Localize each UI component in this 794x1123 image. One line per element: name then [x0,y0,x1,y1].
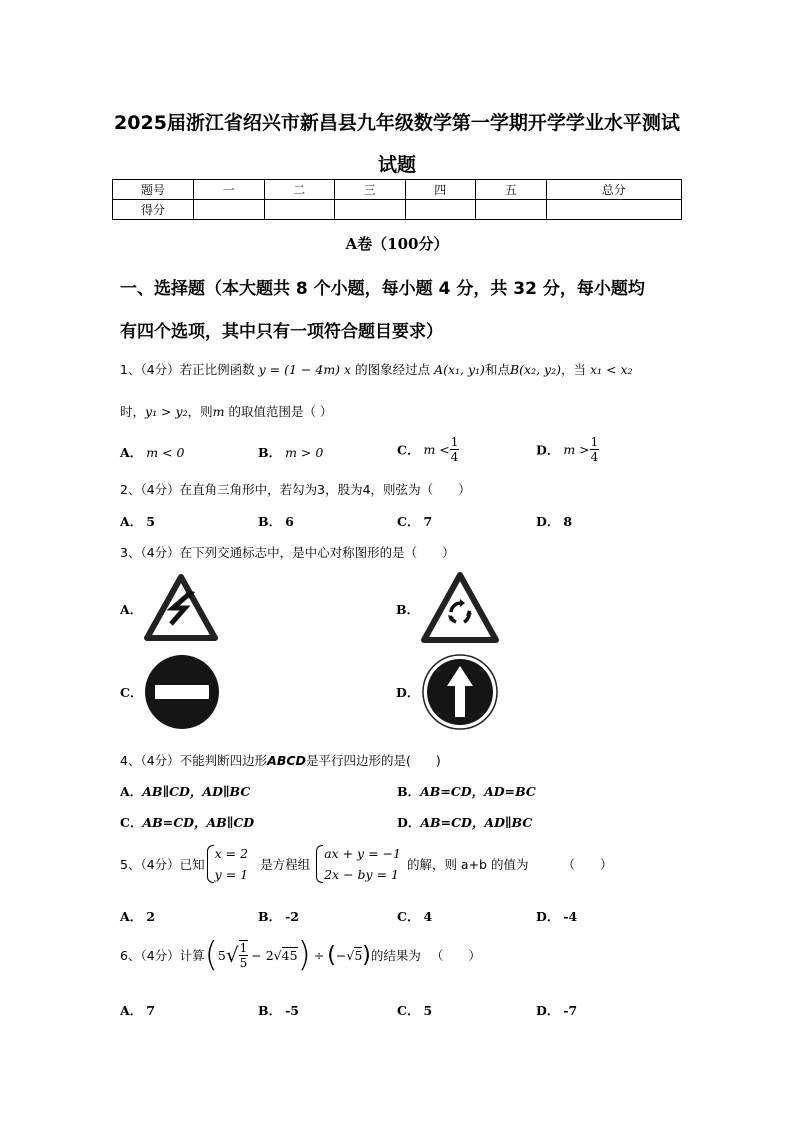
table-header-cell: 题号 [113,180,194,200]
option-label: C． [397,1003,420,1018]
q4-option-d[interactable] [397,813,532,831]
option-text: 6 [285,514,294,529]
table-row-label: 得分 [113,200,194,220]
q1-mid: 的图象经过点 [355,362,431,377]
q4-option-c[interactable] [120,813,254,831]
q1-stem-line1 [120,360,633,378]
q6-option-a[interactable] [120,1001,155,1019]
option-label: C． [120,815,143,830]
option-label: D． [536,514,560,529]
option-label: B． [258,909,282,924]
q1-option-c[interactable] [397,435,459,464]
table-header-cell: 五 [476,180,547,200]
q1-prefix: 1、（4分）若正比例函数 [120,362,255,377]
option-fraction: $\frac{1}{4}$ [450,435,459,464]
option-text: AB=CD，AB∥CD [142,815,255,830]
q5-option-b[interactable] [258,907,299,925]
score-table-header-row [113,180,682,200]
option-text: m < [423,442,450,457]
q1-line2-mid: ，则 [187,404,213,419]
q2-option-b[interactable] [258,512,294,530]
q5-equation-system: ax + y = −1 2x − by = 1 [314,843,401,885]
q6-option-c[interactable] [397,1001,432,1019]
q1-point-a: A(x₁, y₁) [434,362,485,377]
q4-option-a[interactable] [120,782,250,800]
document-title-line2: 试题 [377,154,416,176]
no-entry-sign-icon[interactable] [143,653,221,731]
option-text: m > [563,442,590,457]
double-bend-warning-sign-icon[interactable] [143,572,219,644]
q6-negative: − [335,947,347,963]
q2-option-c[interactable] [397,512,432,530]
q1-condition2: y₁ > y₂ [145,404,188,419]
q1-cond-prefix: ，当 [561,362,587,377]
option-text: 7 [146,1003,155,1018]
table-header-cell: 总分 [546,180,682,200]
q1-point-b: B(x₂, y₂) [509,362,561,377]
option-label: B． [258,1003,282,1018]
q5-option-a[interactable] [120,907,155,925]
q1-function: y = (1 − 4m) x [258,362,352,377]
score-cell[interactable] [546,200,682,220]
table-header-cell: 三 [335,180,406,200]
score-cell[interactable] [335,200,406,220]
q6-suffix: 的结果为 [370,948,421,963]
option-label: A． [120,514,143,529]
option-fraction: $\frac{1}{4}$ [590,435,599,464]
q1-option-a[interactable] [120,443,184,461]
q5-suffix: 的解，则 a+b 的值为 [406,857,529,872]
score-cell[interactable] [405,200,476,220]
option-text: 2 [146,909,155,924]
option-text: 5 [423,1003,433,1018]
q6-option-b[interactable] [258,1001,299,1019]
option-label: A． [120,1003,143,1018]
option-text: 7 [423,514,433,529]
option-text: 4 [423,909,433,924]
table-header-cell: 四 [405,180,476,200]
option-label: D． [536,909,560,924]
q4-option-b[interactable] [397,782,536,800]
q3-option-b-label[interactable]: B． [396,602,420,617]
option-text: -7 [563,1003,578,1018]
option-text: AB=CD，AD=BC [420,784,536,799]
q6-answer-paren[interactable]: （ ） [430,948,481,963]
q5-answer-paren[interactable]: （ ） [562,857,613,872]
q4-stem [120,751,441,769]
option-label: A． [120,909,143,924]
q5-mid: 是方程组 [260,857,311,872]
q4-suffix: 是平行四边形的是( ) [305,753,441,768]
option-label: D． [536,1003,560,1018]
score-table-score-row [113,200,682,220]
q6-sqrt-5: √5 [346,947,363,963]
q1-and: 和点 [484,362,510,377]
score-cell[interactable] [264,200,335,220]
option-text: 8 [563,514,573,529]
q6-option-d[interactable] [536,1001,577,1019]
q3-stem: 3、（4分）在下列交通标志中，是中心对称图形的是（ ） [120,545,455,560]
option-label: D． [397,815,421,830]
q2-option-d[interactable] [536,512,572,530]
table-header-cell: 一 [194,180,265,200]
option-text: AB∥CD，AD∥BC [142,784,251,799]
option-label: C． [397,514,420,529]
q1-condition: x₁ < x₂ [590,362,633,377]
q3-option-d-label[interactable]: D． [396,685,420,700]
q5-option-c[interactable] [397,907,432,925]
q5-option-d[interactable] [536,907,577,925]
roundabout-warning-sign-icon[interactable] [420,570,500,646]
document-title-line1: 2025届浙江省绍兴市新昌县九年级数学第一学期开学学业水平测试 [114,112,680,134]
q2-stem: 2、（4分）在直角三角形中，若勾为3，股为4，则弦为（ ） [120,482,471,497]
q5-solution-system: x = 2 y = 1 [205,843,248,885]
q6-sqrt-45: √45 [273,947,298,963]
option-label: A． [120,445,143,460]
option-text: m > 0 [285,445,324,460]
q3-option-a-label[interactable]: A． [120,602,143,617]
option-label: C． [397,909,420,924]
option-text: AB=CD，AD∥BC [420,815,533,830]
score-cell[interactable] [194,200,265,220]
score-table [112,179,682,220]
option-label: C． [397,442,420,458]
q1-stem-line2 [120,402,332,420]
q6-minus-two: − 2 [251,947,274,963]
q6-sqrt-fraction: √ $\frac{1}{5}$ [225,941,248,970]
q1-option-b[interactable] [258,443,323,461]
option-text: -2 [285,909,299,924]
q6-coefficient: 5 [217,947,226,963]
q2-option-a[interactable] [120,512,155,530]
q5-prefix: 5、（4分）已知 [120,857,205,872]
option-text: -5 [285,1003,299,1018]
q4-quadrilateral: ABCD [267,753,306,768]
q1-variable: m [212,404,225,419]
option-label: D． [536,442,560,458]
section-a-heading: A卷（100分） [345,235,449,253]
score-cell[interactable] [476,200,547,220]
option-label: B． [258,514,282,529]
option-label: B． [258,445,282,460]
q4-prefix: 4、（4分）不能判断四边形 [120,753,268,768]
option-text: 5 [146,514,155,529]
q6-divide: ÷ [313,947,325,963]
q1-line2-suffix: 的取值范围是（ ） [228,404,333,419]
q6-stem: 6、（4分）计算 ( 5 √ $\frac{1}{5}$ − 2 √45 ) ÷ ( − √5 ) 的结果为 （ ） [120,935,481,975]
option-label: A． [120,784,143,799]
section1-heading-line1: 一、选择题（本大题共 8 个小题，每小题 4 分，共 32 分，每小题均 [120,279,645,299]
q1-line2-prefix: 时， [120,404,146,419]
q5-stem [120,843,612,885]
q1-option-d[interactable] [536,435,599,464]
table-header-cell: 二 [264,180,335,200]
option-text: m < 0 [146,445,185,460]
option-label: B． [397,784,421,799]
q3-option-c-label[interactable]: C． [120,685,143,700]
straight-ahead-sign-icon[interactable] [421,653,499,731]
section1-heading-line2: 有四个选项，其中只有一项符合题目要求） [120,322,443,342]
option-text: -4 [563,909,578,924]
q6-prefix: 6、（4分）计算 [120,948,205,963]
